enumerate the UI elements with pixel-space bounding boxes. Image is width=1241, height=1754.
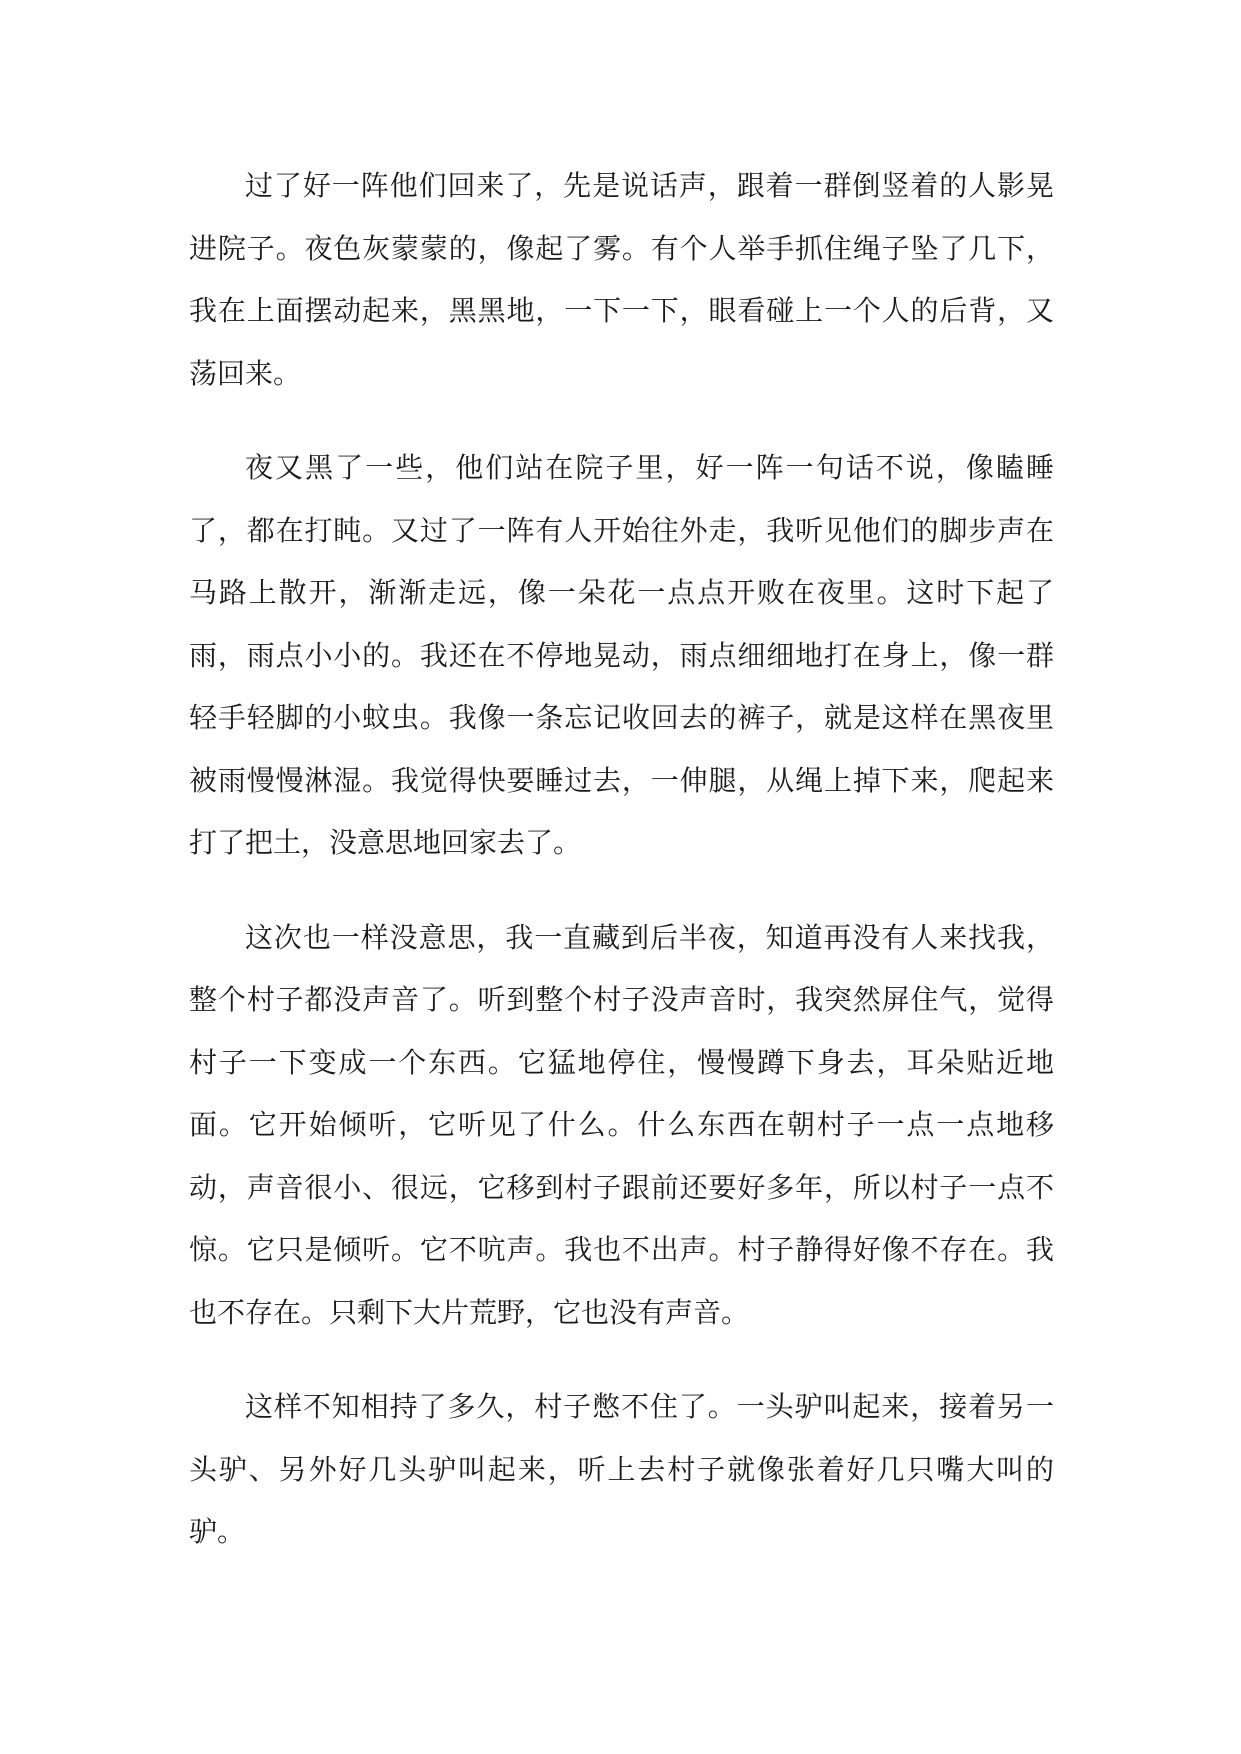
- document-body: [189, 155, 1054, 1564]
- paragraph-3: 这次也一样没意思，我一直藏到后半夜，知道再没有人来找我，整个村子都没声音了。听到整个村子没声音时，我突然屏住气，觉得村子一下变成一个东西。它猛地停住，慢慢蹲下身去，耳朵贴近地面。它开始倾听，它听见了什么。什么东西在朝村子一点一点地移动，声音很小、很远，它移到村子跟前还要好多年，所以村子一点不惊。它只是倾听。它不吭声。我也不出声。村子静得好像不存在。我也不存在。只剩下大片荒野，它也没有声音。: [189, 920, 1054, 1329]
- paragraph-4: 这样不知相持了多久，村子憋不住了。一头驴叫起来，接着另一头驴、另外好几头驴叫起来，听上去村子就像张着好几只嘴大叫的驴。: [189, 1390, 1054, 1548]
- paragraph-2: 夜又黑了一些，他们站在院子里，好一阵一句话不说，像瞌睡了，都在打盹。又过了一阵有人开始往外走，我听见他们的脚步声在马路上散开，渐渐走远，像一朵花一点点开败在夜里。这时下起了雨，雨点小小的。我还在不停地晃动，雨点细细地打在身上，像一群轻手轻脚的小蚊虫。我像一条忘记收回去的裤子，就是这样在黑夜里被雨慢慢淋湿。我觉得快要睡过去，一伸腿，从绳上掉下来，爬起来打了把土，没意思地回家去了。: [189, 451, 1054, 859]
- paragraph-1: 过了好一阵他们回来了，先是说话声，跟着一群倒竖着的人影晃进院子。夜色灰蒙蒙的，像起了雾。有个人举手抓住绳子坠了几下，我在上面摆动起来，黑黑地，一下一下，眼看碰上一个人的后背，又荡回来。: [189, 169, 1054, 390]
